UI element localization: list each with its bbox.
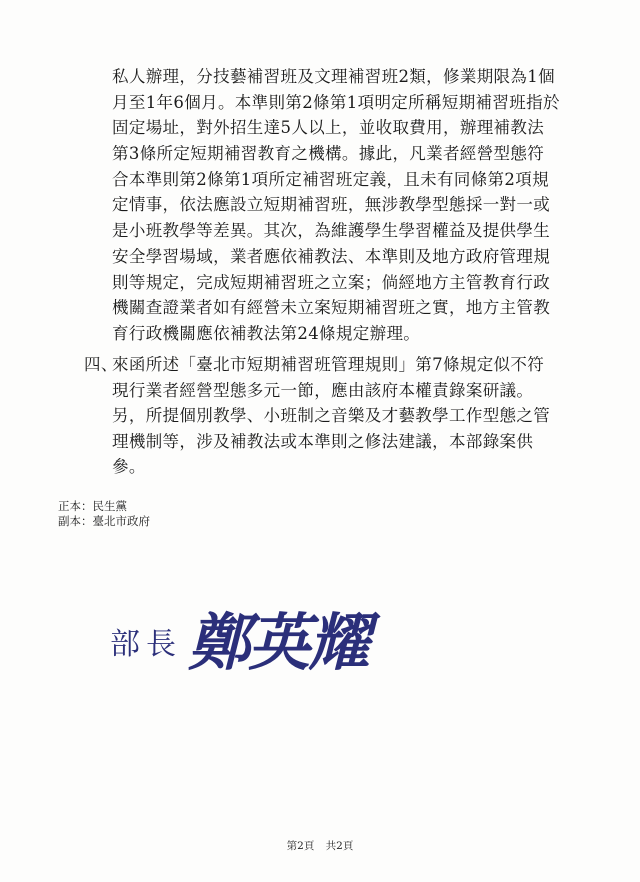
minister-signature: [110, 592, 400, 692]
item-four-line: 現行業者經營型態多元一節，應由該府本權責錄案研議。: [112, 380, 534, 400]
paragraph-line: 第3條所定短期補習教育之機構。據此，凡業者經營型態符: [112, 144, 545, 164]
total-pages: 共2頁: [325, 840, 354, 852]
item-four-line: 參。: [112, 457, 146, 476]
paragraph-line: 固定場址，對外招生達5人以上，並收取費用，辦理補教法: [112, 118, 545, 138]
paragraph-line: 安全學習場域，業者應依補教法、本準則及地方政府管理規: [112, 246, 551, 266]
paragraph-line: 是小班教學等差異。其次，為維護學生學習權益及提供學生: [112, 221, 551, 241]
paragraph-continuation: [112, 64, 582, 347]
original-recipient: 正本：民生黨: [58, 499, 127, 513]
paragraph-line: 月至1年6個月。本準則第2條第1項明定所稱短期補習班指於: [112, 92, 560, 112]
item-four-number: 四、: [84, 355, 118, 374]
page-number: 第2頁: [286, 840, 315, 852]
item-four-line: 理機制等，涉及補教法或本準則之修法建議，本部錄案供: [112, 431, 534, 451]
paragraph-line: 則等規定，完成短期補習班之立案；倘經地方主管教育行政: [112, 272, 551, 292]
paragraph-line: 私人辦理，分技藝補習班及文理補習班2類，修業期限為1個: [112, 67, 555, 86]
item-four-text: 來函所述「臺北市短期補習班管理規則」第7條規定似不符: [112, 355, 545, 374]
item-four: [84, 352, 584, 480]
paragraph-line: 合本準則第2條第1項所定補習班定義，且未有同條第2項規: [112, 169, 549, 189]
page-footer: [0, 838, 640, 853]
item-four-first-line: [84, 352, 584, 378]
paragraph-line: 定情事，依法應設立短期補習班，無涉教學型態採一對一或: [112, 195, 551, 215]
paragraph-line: 育行政機關應依補教法第24條規定辦理。: [112, 323, 421, 343]
signature-name: 鄭英耀: [188, 606, 369, 679]
item-four-line: 另，所提個別教學、小班制之音樂及才藝教學工作型態之管: [112, 406, 551, 425]
signature-title: 部長: [110, 627, 182, 662]
copy-recipients: [58, 499, 150, 529]
paragraph-line: 機關查證業者如有經營未立案短期補習班之實，地方主管教: [112, 298, 551, 318]
duplicate-recipient: 副本：臺北市政府: [58, 514, 150, 528]
